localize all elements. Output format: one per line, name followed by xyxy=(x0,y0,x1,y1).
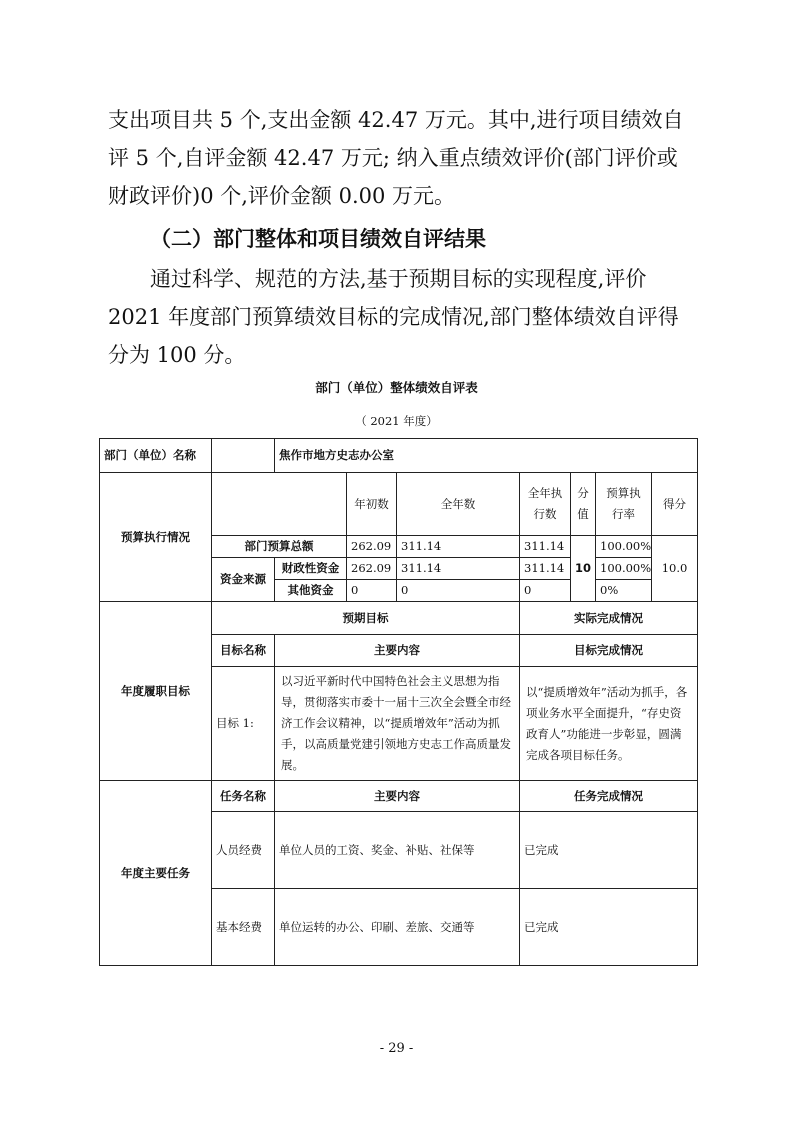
expected-goal-header: 预期目标 xyxy=(212,602,520,635)
col-annual-header: 全年数 xyxy=(397,473,520,536)
paragraph-2-line-3: 分为 100 分。 xyxy=(108,343,246,367)
budget-section-label: 预算执行情况 xyxy=(100,473,212,602)
table-row xyxy=(100,602,698,635)
unit-name-label: 部门（单位）名称 xyxy=(100,439,212,473)
paragraph-2-line-2: 2021 年度部门预算绩效目标的完成情况,部门整体绩效自评得 xyxy=(108,305,679,329)
col-executed-header: 全年执行数 xyxy=(520,473,571,536)
blank-cell xyxy=(212,473,347,536)
goal-name: 目标 1: xyxy=(212,667,275,781)
fiscal-funds-initial: 262.09 xyxy=(347,558,397,580)
unit-name-value: 焦作市地方史志办公室 xyxy=(275,439,698,473)
budget-total-executed: 311.14 xyxy=(520,536,571,558)
goal-content-header: 主要内容 xyxy=(275,635,520,667)
paragraph-1-line-2: 评 5 个,自评金额 42.47 万元; 纳入重点绩效评价(部门评价或 xyxy=(108,146,678,170)
funding-source-label: 资金来源 xyxy=(212,558,275,602)
goal-completion: 以“提质增效年”活动为抓手，各项业务水平全面提升，“存史资政育人”功能进一步彰显，圆满完成各项目标任务。 xyxy=(520,667,698,781)
score-weight-value: 10 xyxy=(571,536,596,602)
fiscal-funds-label: 财政性资金 xyxy=(275,558,347,580)
task-completion: 已完成 xyxy=(520,812,698,889)
fiscal-funds-annual: 311.14 xyxy=(397,558,520,580)
col-rate-header: 预算执行率 xyxy=(596,473,652,536)
other-funds-executed: 0 xyxy=(520,580,571,602)
budget-total-rate: 100.00% xyxy=(596,536,652,558)
score-value: 10.0 xyxy=(652,536,698,602)
budget-total-label: 部门预算总额 xyxy=(212,536,347,558)
task-completion-header: 任务完成情况 xyxy=(520,781,698,812)
task-name: 基本经费 xyxy=(212,889,275,966)
paragraph-2-line-1: 通过科学、规范的方法,基于预期目标的实现程度,评价 xyxy=(150,267,647,291)
table-title: 部门（单位）整体绩效自评表 xyxy=(315,380,478,395)
paragraph-1-line-3: 财政评价)0 个,评价金额 0.00 万元。 xyxy=(108,184,456,208)
performance-table xyxy=(99,438,698,966)
col-score-header: 得分 xyxy=(652,473,698,536)
task-content: 单位人员的工资、奖金、补贴、社保等 xyxy=(275,812,520,889)
table-row xyxy=(100,781,698,812)
task-content-header: 主要内容 xyxy=(275,781,520,812)
table-row xyxy=(100,473,698,536)
goal-completion-header: 目标完成情况 xyxy=(520,635,698,667)
task-name-header: 任务名称 xyxy=(212,781,275,812)
fiscal-funds-executed: 311.14 xyxy=(520,558,571,580)
section-heading: （二）部门整体和项目绩效自评结果 xyxy=(150,227,486,251)
col-score-weight-header: 分值 xyxy=(571,473,596,536)
other-funds-label: 其他资金 xyxy=(275,580,347,602)
table-row xyxy=(100,439,698,473)
goal-name-header: 目标名称 xyxy=(212,635,275,667)
other-funds-rate: 0% xyxy=(596,580,652,602)
other-funds-annual: 0 xyxy=(397,580,520,602)
other-funds-initial: 0 xyxy=(347,580,397,602)
budget-total-initial: 262.09 xyxy=(347,536,397,558)
budget-total-annual: 311.14 xyxy=(397,536,520,558)
tasks-section-label: 年度主要任务 xyxy=(100,781,212,966)
page-number: - 29 - xyxy=(379,1041,414,1056)
col-initial-header: 年初数 xyxy=(347,473,397,536)
table-year: （ 2021 年度） xyxy=(355,414,438,428)
paragraph-1-line-1: 支出项目共 5 个,支出金额 42.47 万元。其中,进行项目绩效自 xyxy=(108,108,684,132)
actual-completion-header: 实际完成情况 xyxy=(520,602,698,635)
fiscal-funds-rate: 100.00% xyxy=(596,558,652,580)
task-content: 单位运转的办公、印刷、差旅、交通等 xyxy=(275,889,520,966)
task-completion: 已完成 xyxy=(520,889,698,966)
goals-section-label: 年度履职目标 xyxy=(100,602,212,781)
goal-content: 以习近平新时代中国特色社会主义思想为指导，贯彻落实市委十一届十三次全会暨全市经济工作会议精神，以“提质增效年”活动为抓手，以高质量党建引领地方史志工作高质量发展。 xyxy=(275,667,520,781)
task-name: 人员经费 xyxy=(212,812,275,889)
blank-cell xyxy=(212,439,275,473)
